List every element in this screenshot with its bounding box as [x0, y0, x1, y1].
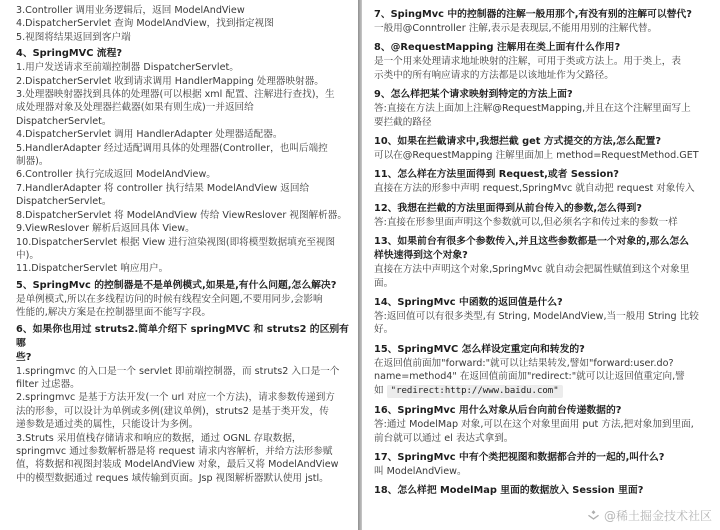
- text-line: 3.处理器映射器找到具体的处理器(可以根据 xml 配置、注解进行查找)，生: [16, 89, 335, 101]
- q15-code-prefix: 如: [374, 384, 384, 396]
- text-line: 8.DispatcherServlet 将 ModelAndView 传给 ViewReslover 视图解析器。: [16, 209, 347, 221]
- text-line: 是一个用来处理请求地址映射的注解，可用于类或方法上。用于类上，表: [374, 56, 681, 68]
- q15-code-line: [374, 384, 710, 398]
- text-line: 答:直接在形参里面声明这个参数就可以,但必须名字和传过来的参数一样: [374, 216, 678, 228]
- text-line: 3.Controller 调用业务逻辑后，返回 ModelAndView: [16, 5, 245, 16]
- q15-body: [374, 357, 710, 384]
- q7-title: 7、SpingMvc 中的控制器的注解一般用那个,有没有别的注解可以替代?: [374, 9, 692, 20]
- text-line: name=method4" 在返回值前面加"redirect:"就可以让返回值重定向,譬: [374, 371, 685, 383]
- watermark: [587, 507, 712, 524]
- q10-body: [374, 149, 710, 162]
- q13-body: [374, 263, 710, 290]
- text-line: 9.ViewReslover 解析后返回具体 View。: [16, 223, 195, 235]
- text-line: 好。: [374, 324, 394, 336]
- text-line: 4.DispatcherServlet 查询 ModelAndView，找到指定视图: [16, 18, 274, 30]
- q11-title: 11、怎么样在方法里面得到 Request,或者 Session?: [374, 169, 619, 181]
- q15-title: 15、SpringMVC 怎么样设定重定向和转发的?: [374, 343, 585, 355]
- text-line: 7.HandlerAdapter 将 controller 执行结果 ModelAndView 返回给: [16, 182, 310, 194]
- text-line: springmvc 通过参数解析器是将 request 请求内容解析，并给方法形参赋: [16, 445, 333, 457]
- left-page: [0, 0, 358, 530]
- q17-title: 17、SpringMvc 中有个类把视图和数据都合并的一起的,叫什么?: [374, 451, 665, 463]
- text-line: 答:直接在方法上面加上注解@RequestMapping,并且在这个注解里面写上: [374, 103, 691, 115]
- q16-title: 16、SpringMvc 用什么对象从后台向前台传递数据的?: [374, 405, 622, 417]
- q6-title-line1: 6、如果你也用过 struts2.简单介绍下 springMVC 和 struts2 的区别有哪: [16, 323, 349, 349]
- q17-body: [374, 465, 710, 478]
- q8-body: [374, 55, 710, 82]
- juejin-logo-icon: [587, 509, 600, 522]
- text-line: 前台就可以通过 el 表达式拿到。: [374, 432, 514, 444]
- text-line: 3.Struts 采用值栈存储请求和响应的数据，通过 OGNL 存取数据，: [16, 432, 302, 444]
- text-line: 5.HandlerAdapter 经过适配调用具体的处理器(Controller，也叫后端控: [16, 142, 328, 154]
- text-line: 在返回值前面加"forward:"就可以让结果转发,譬如"forward:user.do?: [374, 357, 674, 369]
- q18-title: 18、怎么样把 ModelMap 里面的数据放入 Session 里面?: [374, 485, 644, 497]
- text-line: 5.视图将结果返回到客户端: [16, 31, 131, 43]
- q10-title: 10、如果在拦截请求中,我想拦截 get 方式提交的方法,怎么配置?: [374, 136, 662, 148]
- text-line: 10.DispatcherServlet 根据 View 进行渲染视图(即将模型数据填充至视图: [16, 236, 336, 248]
- text-line: 一般用@Conntroller 注解,表示是表现层,不能用用别的注解代替。: [374, 23, 658, 34]
- text-line: 直接在方法中声明这个对象,SpringMvc 就自动会把属性赋值到这个对象里: [374, 264, 690, 276]
- text-line: 答:返回值可以有很多类型,有 String, ModelAndView,当一般用 String 比较: [374, 311, 699, 323]
- q4-body: [16, 61, 350, 276]
- text-line: 1.springmvc 的入口是一个 servlet 即前端控制器，而 struts2 入口是一个: [16, 365, 340, 377]
- text-line: 性能的,解决方案是在控制器里面不能写字段。: [16, 307, 211, 319]
- watermark-text: @稀土掘金技术社区: [603, 509, 712, 523]
- text-line: 是单例模式,所以在多线程访问的时候有线程安全问题,不要用同步,会影响: [16, 293, 323, 305]
- text-line: 中的模型数据通过 reques 域传输到页面。Jsp 视图解析器默认使用 jstl。: [16, 472, 329, 484]
- q12-title: 12、我想在拦截的方法里面得到从前台传入的参数,怎么得到?: [374, 202, 642, 214]
- q6-title: [16, 323, 350, 365]
- text-line: 成处理器对象及处理器拦截器(如果有则生成)一并返回给: [16, 102, 254, 114]
- right-page: [362, 0, 720, 530]
- text-line: 制器)。: [16, 156, 49, 168]
- q15-code-snippet: "redirect:http://www.baidu.com": [387, 385, 563, 398]
- text-line: 2.DispatcherServlet 收到请求调用 HandlerMapping 处理器映射器。: [16, 75, 324, 87]
- text-line: 叫 ModelAndView。: [374, 465, 467, 477]
- text-line: 法的形参，可以设计为单例或多例(建议单例)，struts2 是基于类开发，传: [16, 405, 329, 417]
- q14-body: [374, 310, 710, 337]
- text-line: 2.springmvc 是基于方法开发(一个 url 对应一个方法)，请求参数传递到方: [16, 392, 335, 404]
- q13-title: [374, 235, 710, 263]
- text-line: DispatcherServlet。: [16, 115, 112, 127]
- q12-body: [374, 216, 710, 229]
- text-line: 面。: [374, 277, 394, 289]
- text-line: 6.Controller 执行完成返回 ModelAndView。: [16, 169, 216, 181]
- q4-title: 4、SpringMVC 流程?: [16, 48, 123, 60]
- q16-body: [374, 418, 710, 445]
- q14-title: 14、SpringMvc 中函数的返回值是什么?: [374, 297, 563, 309]
- q6-title-line2: 些?: [16, 351, 32, 363]
- text-line: 要拦截的路径: [374, 116, 432, 128]
- q9-body: [374, 102, 710, 129]
- q13-title-line2: 样快速得到这个对象?: [374, 250, 468, 262]
- text-line: 直接在方法的形参中声明 request,SpringMvc 就自动把 request 对象传入: [374, 183, 695, 195]
- q6-body: [16, 365, 350, 486]
- q8-title: 8、@RequestMapping 注解用在类上面有什么作用?: [374, 42, 621, 54]
- text-line: 中)。: [16, 249, 39, 261]
- text-line: 答:通过 ModelMap 对象,可以在这个对象里面用 put 方法,把对象加到里面,: [374, 419, 694, 431]
- q5-body: [16, 293, 350, 320]
- intro-lines: [16, 4, 350, 44]
- text-line: 递参数是通过类的属性，只能设计为多例。: [16, 419, 199, 431]
- text-line: 4.DispatcherServlet 调用 HandlerAdapter 处理器适配器。: [16, 129, 283, 141]
- text-line: 可以在@RequestMapping 注解里面加上 method=RequestMethod.GET: [374, 150, 699, 162]
- text-line: filter 过虑器。: [16, 378, 80, 390]
- q7-body: [374, 22, 710, 35]
- text-line: 值，将数据和视图封装成 ModelAndView 对象，最后又将 ModelAndView: [16, 459, 339, 471]
- q9-title: 9、怎么样把某个请求映射到特定的方法上面?: [374, 89, 573, 101]
- q11-body: [374, 182, 710, 195]
- text-line: DispatcherServlet。: [16, 196, 112, 208]
- text-line: 11.DispatcherServlet 响应用户。: [16, 263, 169, 275]
- text-line: 示类中的所有响应请求的方法都是以该地址作为父路径。: [374, 69, 614, 81]
- q13-title-line1: 13、如果前台有很多个参数传入,并且这些参数都是一个对象的,那么怎么: [374, 236, 689, 248]
- text-line: 1.用户发送请求至前端控制器 DispatcherServlet。: [16, 62, 239, 74]
- q5-title: 5、SpringMvc 的控制器是不是单例模式,如果是,有什么问题,怎么解决?: [16, 279, 337, 291]
